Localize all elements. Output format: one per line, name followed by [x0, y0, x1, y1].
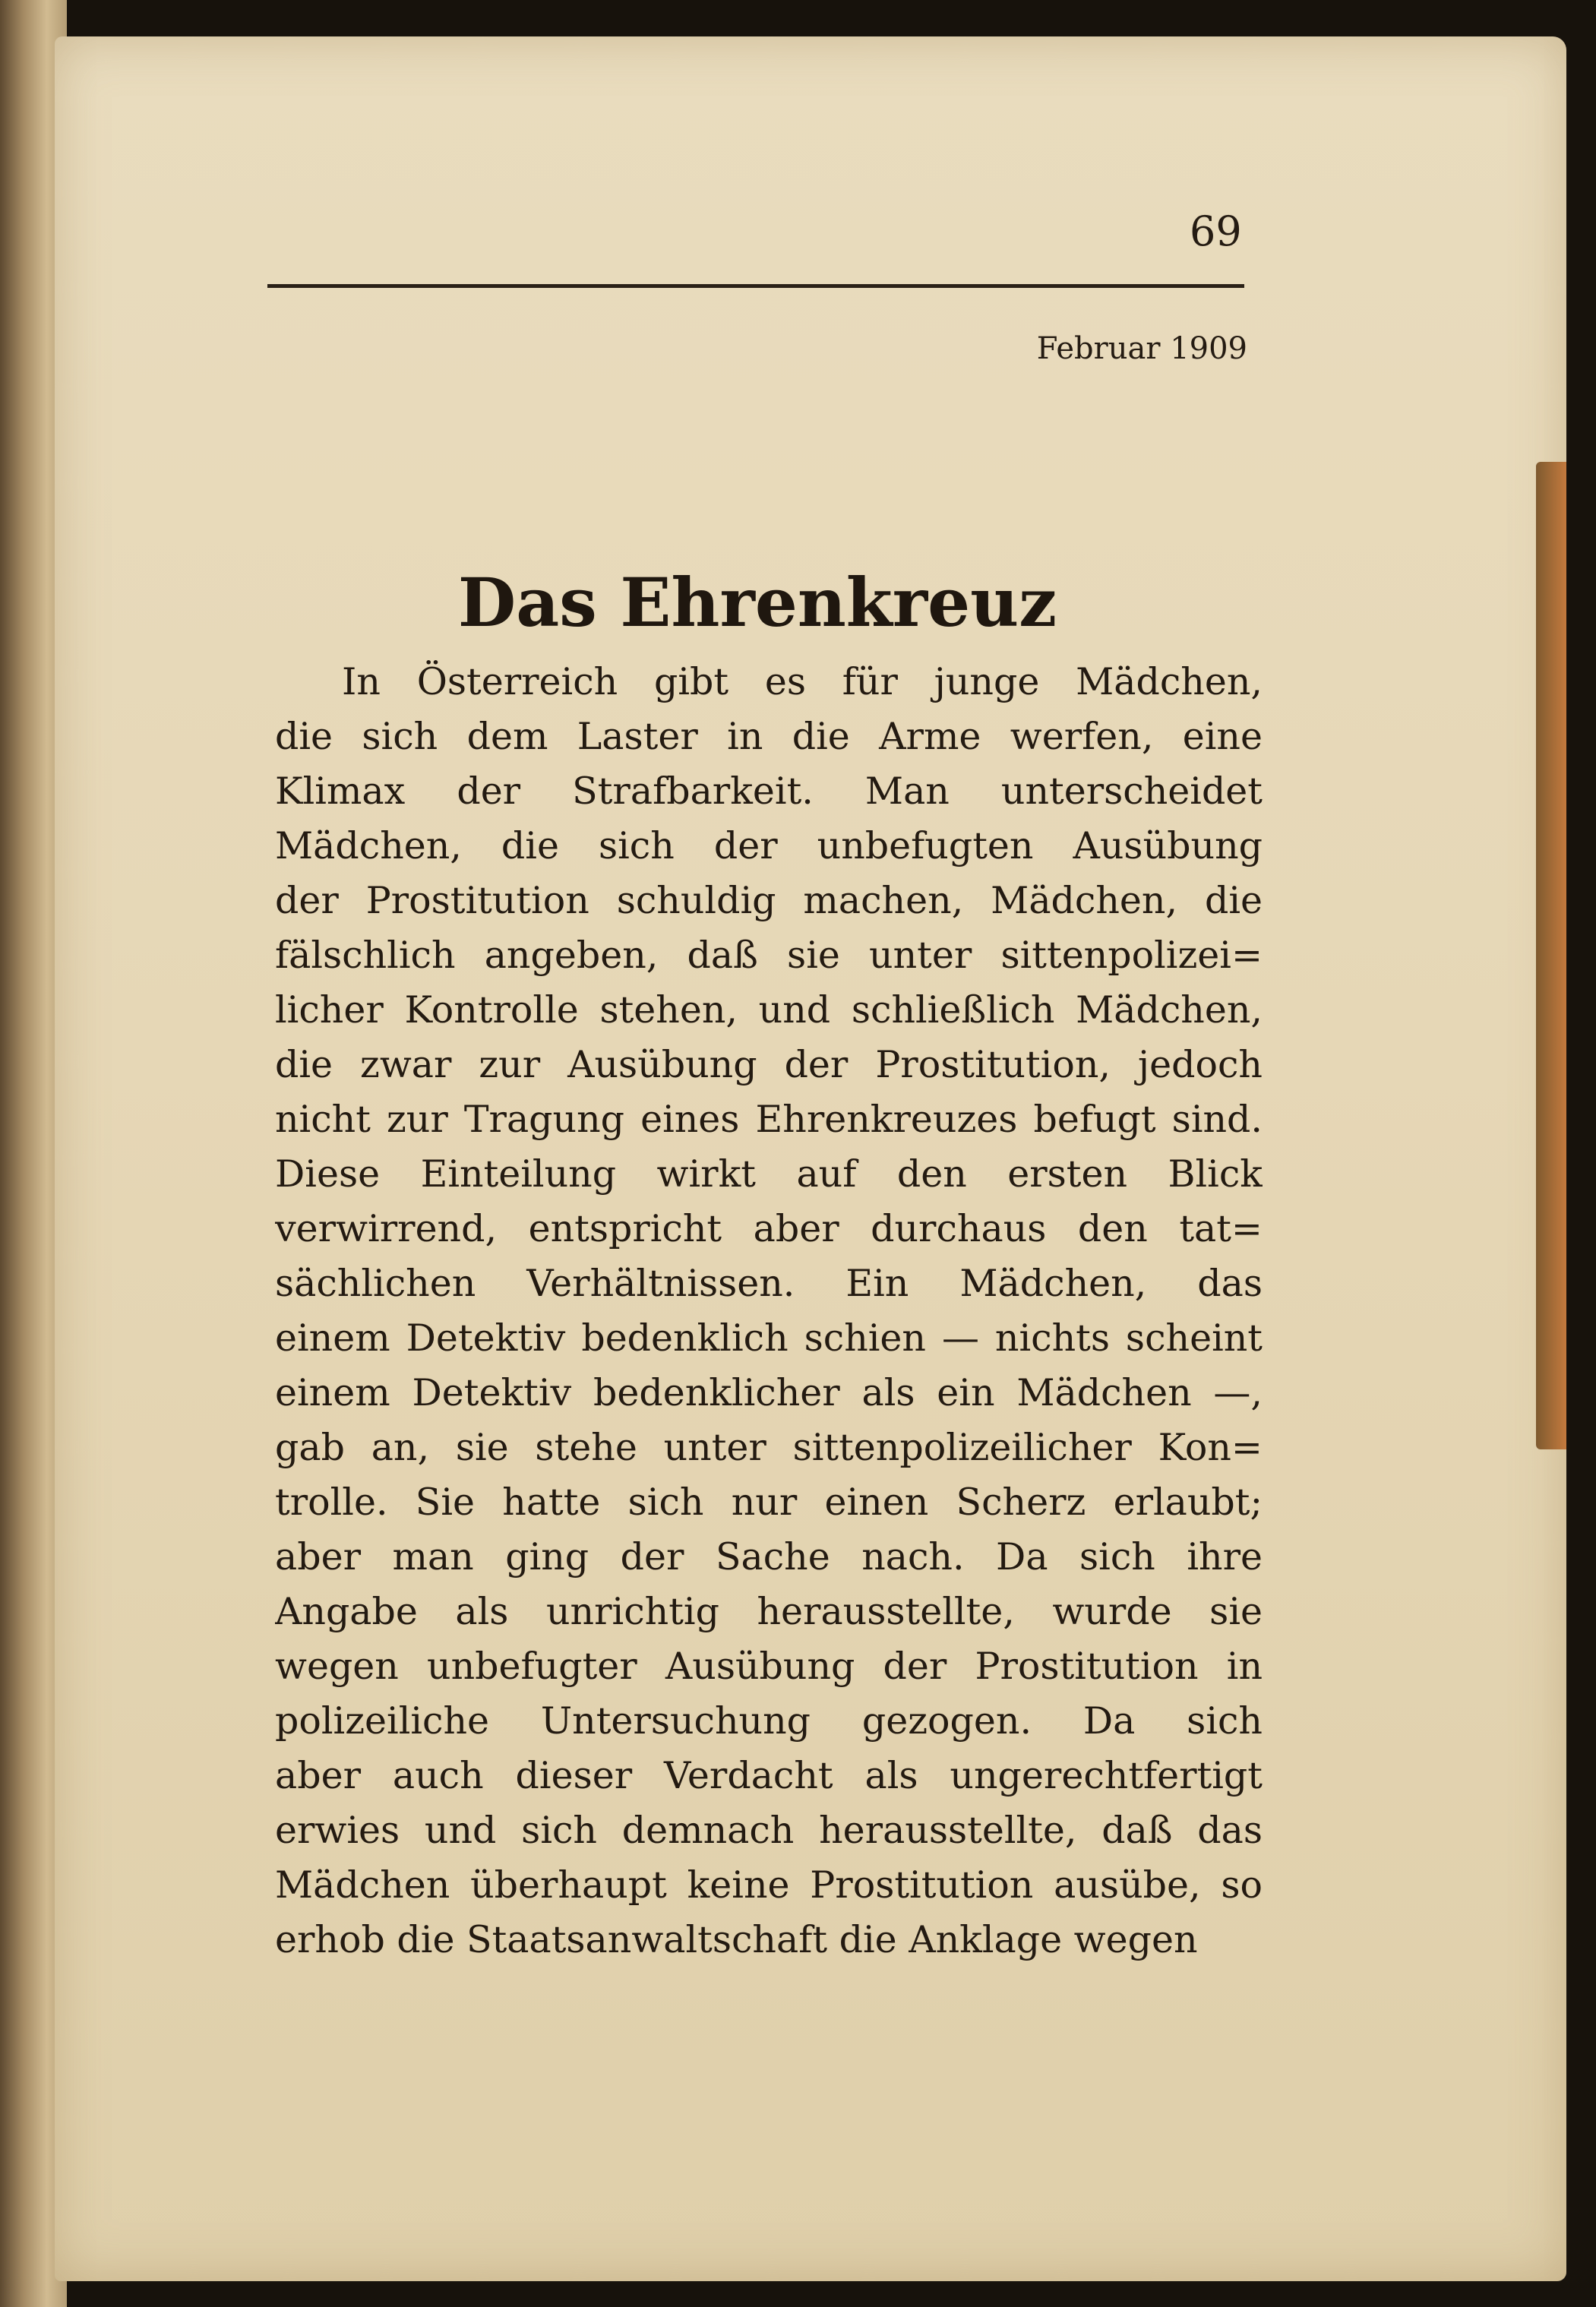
text-line: polizeiliche Untersuchung gezogen. Da sich — [275, 1699, 1263, 1743]
text-line: einem Detektiv bedenklich schien — nichts scheint — [275, 1316, 1263, 1360]
text-line: licher Kontrolle stehen, und schließlich Mädchen, — [275, 988, 1263, 1032]
text-line: der Prostitution schuldig machen, Mädchen, die — [275, 879, 1263, 922]
text-line: fälschlich angeben, daß sie unter sittenpolizei= — [275, 934, 1263, 977]
text-line: trolle. Sie hatte sich nur einen Scherz erlaubt; — [275, 1481, 1263, 1524]
text-line: nicht zur Tragung eines Ehrenkreuzes befugt sind. — [275, 1098, 1263, 1141]
chapter-title: Das Ehrenkreuz — [457, 562, 1057, 642]
text-line: wegen unbefugter Ausübung der Prostitution in — [275, 1645, 1263, 1688]
page-number: 69 — [1190, 207, 1242, 255]
text-line: Mädchen, die sich der unbefugten Ausübung — [275, 824, 1263, 867]
text-line: Klimax der Strafbarkeit. Man unterscheidet — [275, 770, 1263, 813]
text-line: Angabe als unrichtig herausstellte, wurde sie — [275, 1590, 1263, 1633]
text-line: erhob die Staatsanwaltschaft die Anklage wegen — [275, 1918, 1198, 1961]
text-line: aber auch dieser Verdacht als ungerechtfertigt — [275, 1754, 1263, 1797]
text-line: Mädchen überhaupt keine Prostitution ausübe, so — [275, 1863, 1263, 1907]
text-line: gab an, sie stehe unter sittenpolizeilicher Kon= — [275, 1426, 1263, 1469]
text-line: die sich dem Laster in die Arme werfen, eine — [275, 715, 1263, 758]
body-text — [275, 655, 1263, 1967]
page-edge-stain — [1536, 462, 1566, 1449]
text-line: sächlichen Verhältnissen. Ein Mädchen, das — [275, 1262, 1263, 1305]
text-line: In Österreich gibt es für junge Mädchen, — [342, 660, 1263, 703]
dateline: Februar 1909 — [1036, 331, 1247, 366]
text-line: Diese Einteilung wirkt auf den ersten Blick — [275, 1152, 1263, 1196]
text-line: einem Detektiv bedenklicher als ein Mädchen —, — [275, 1371, 1263, 1414]
header-rule — [267, 284, 1244, 288]
text-line: die zwar zur Ausübung der Prostitution, jedoch — [275, 1043, 1263, 1086]
text-line: erwies und sich demnach herausstellte, daß das — [275, 1809, 1263, 1852]
text-line: aber man ging der Sache nach. Da sich ihre — [275, 1535, 1263, 1579]
text-line: verwirrend, entspricht aber durchaus den tat= — [275, 1207, 1263, 1250]
